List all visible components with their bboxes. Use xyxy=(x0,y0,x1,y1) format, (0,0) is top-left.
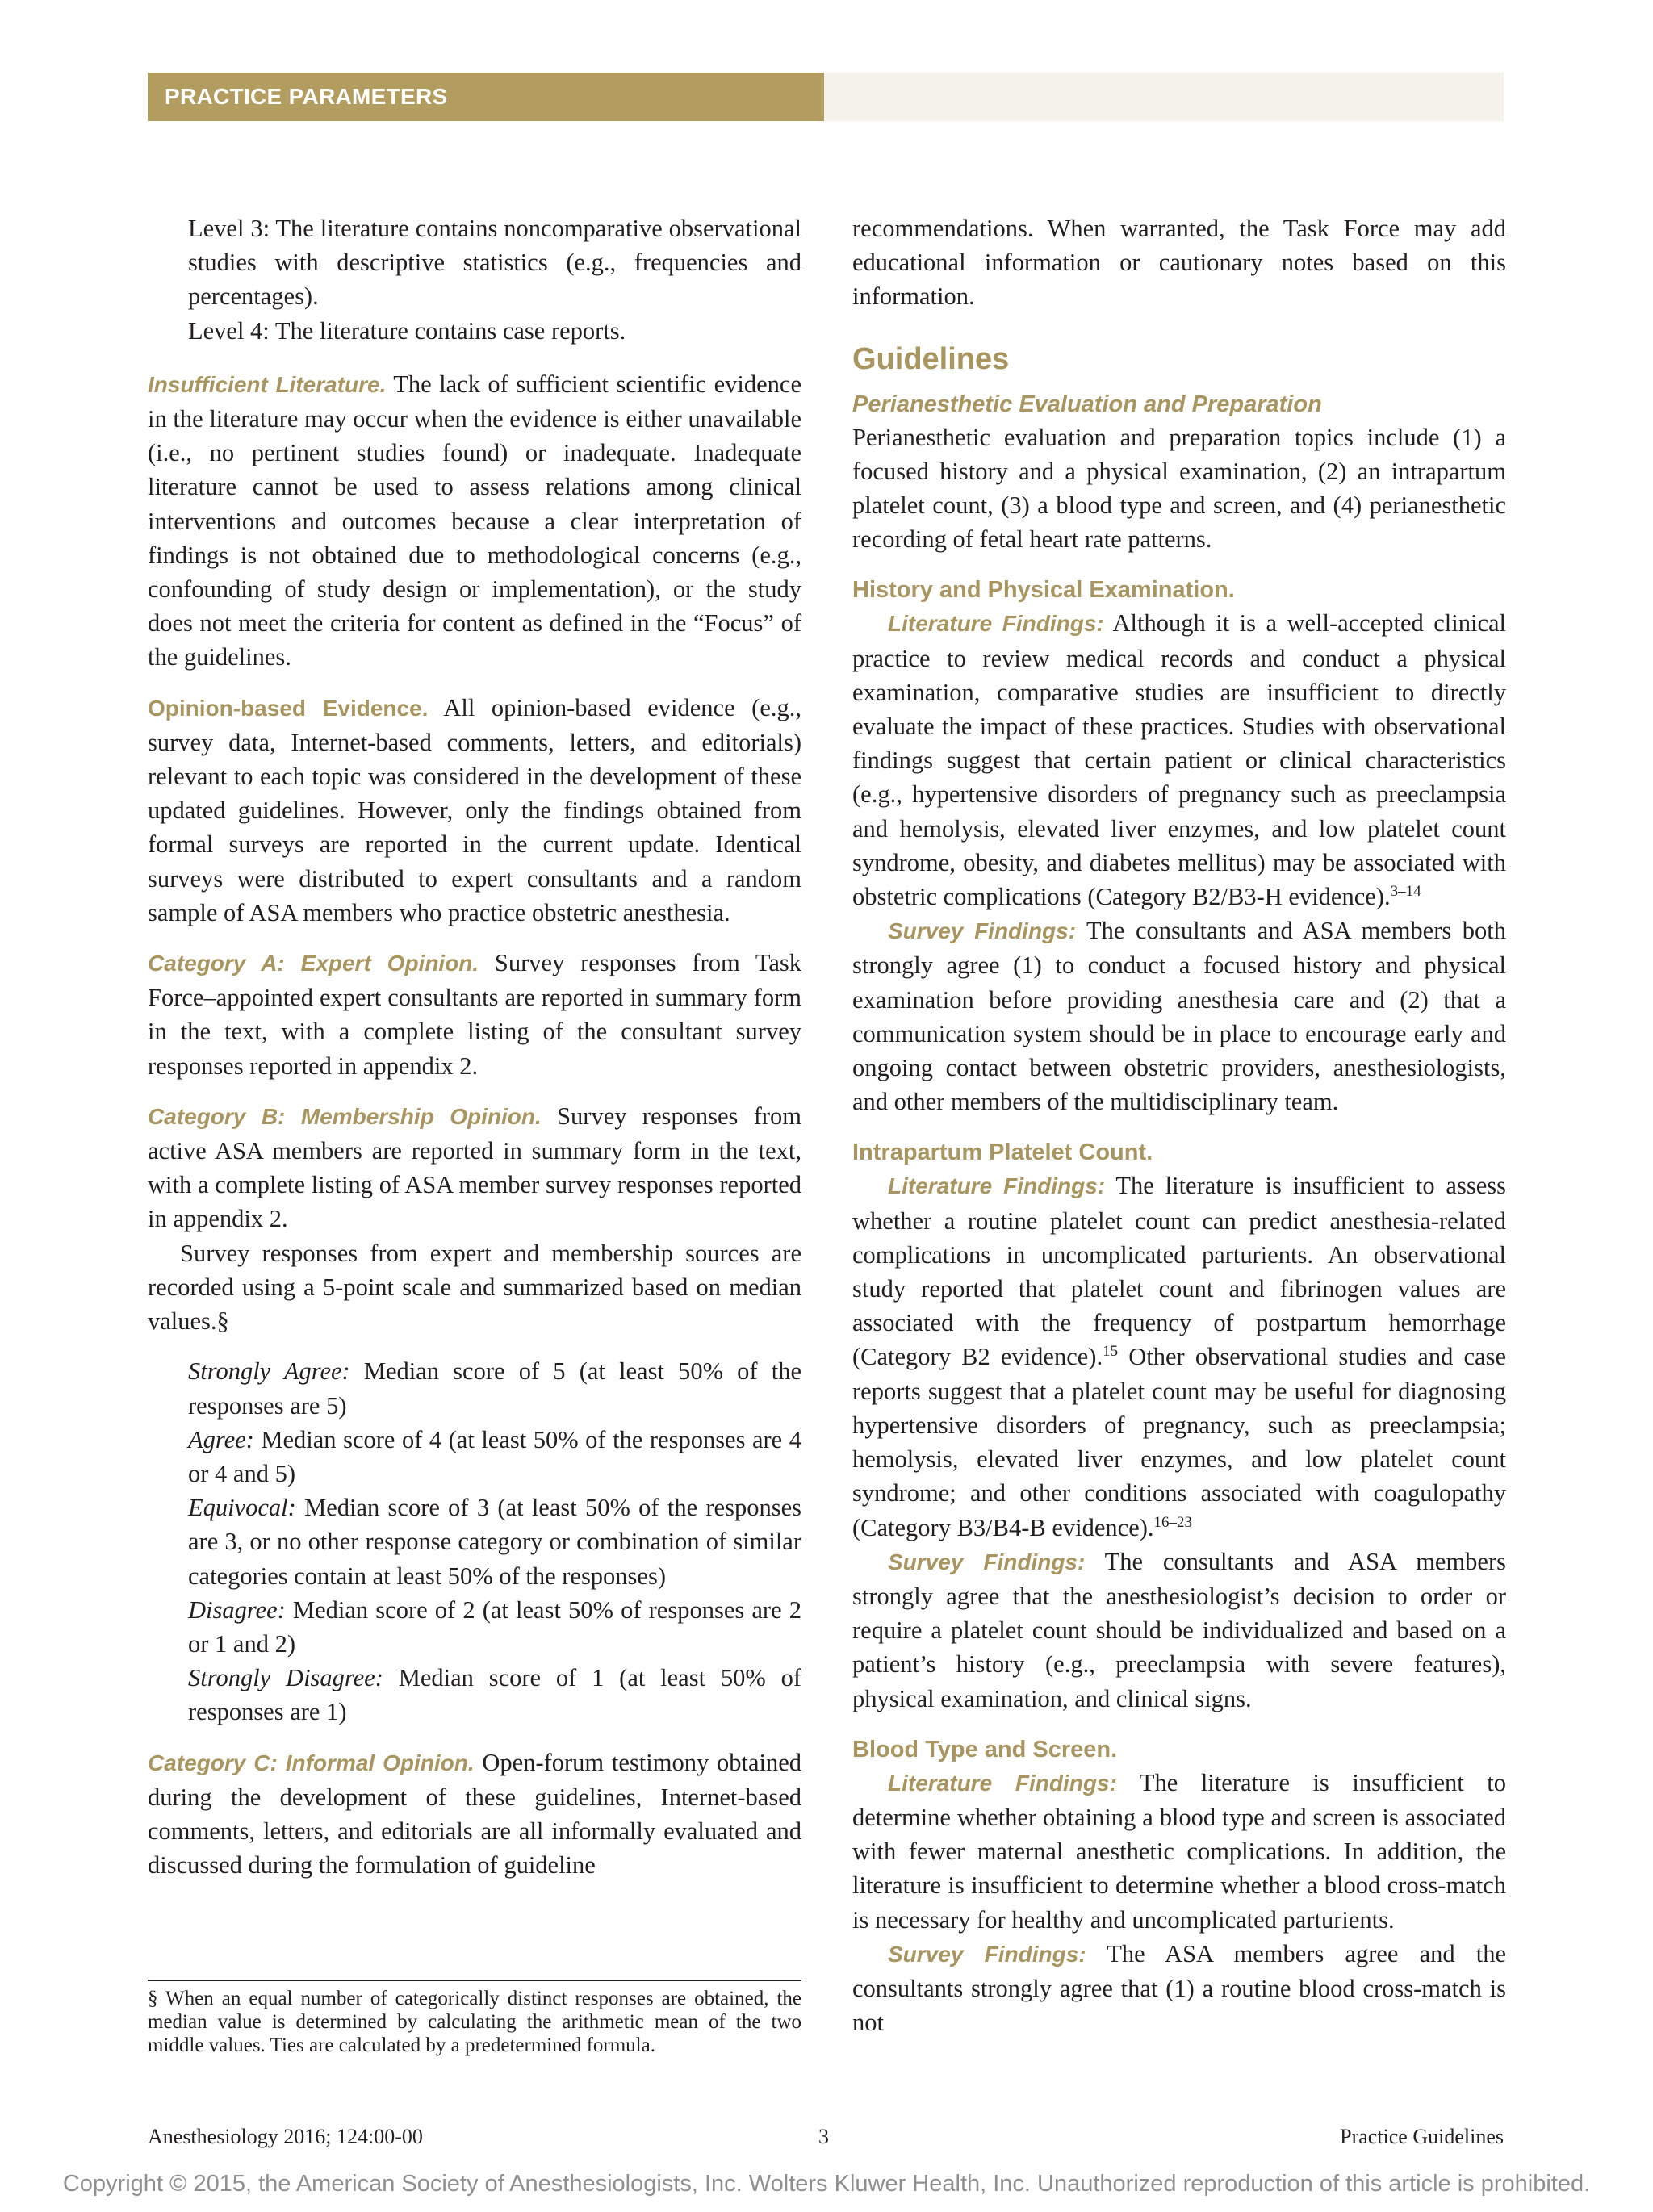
level-4-text: Level 4: The literature contains case reports. xyxy=(188,316,626,345)
category-a-heading: Category A: Expert Opinion. xyxy=(148,951,479,976)
left-column xyxy=(148,211,801,1882)
journal-citation: Anesthesiology 2016; 124:00-00 xyxy=(148,2125,423,2148)
survey-findings-label: Survey Findings: xyxy=(888,1549,1086,1574)
opinion-evidence-text: All opinion-based evidence (e.g., survey data, Internet-based comments, letters, and editorials) relevant to each topic was considered in the development of these updated guidelines. However, only the findings obtained from formal surveys are reported in the current update. Identical surveys were distributed to expert consultants and a random sample of ASA members who practice obstetric anesthesia. xyxy=(148,693,801,926)
opinion-evidence-paragraph xyxy=(148,691,801,930)
platelet-title: Intrapartum Platelet Count. xyxy=(852,1139,1153,1166)
literature-findings-label: Literature Findings: xyxy=(888,1173,1106,1199)
guidelines-title: Guidelines xyxy=(852,341,1010,376)
perianesthetic-text: Perianesthetic evaluation and preparation topics include (1) a focused history and a physical examination, (2) an intrapartum platelet count, (3) a blood type and screen, and (4) perianesthetic recording of fetal heart rate patterns. xyxy=(852,423,1506,554)
survey-scale-paragraph: Survey responses from expert and membership sources are recorded using a 5-point scale and summarized based on median values.§ xyxy=(148,1239,801,1336)
category-c-text: Open-forum testimony obtained during the development of these guidelines, Internet-based comments, letters, and editorials are all informally evaluated and discussed during the formulation of guideline xyxy=(148,1748,801,1880)
history-title: History and Physical Examination. xyxy=(852,577,1235,604)
opinion-evidence-heading: Opinion-based Evidence. xyxy=(148,695,429,721)
scale-item: Agree: Median score of 4 (at least 50% of the responses are 4 or 4 and 5) xyxy=(188,1425,801,1487)
insufficient-literature-paragraph xyxy=(148,367,801,675)
history-literature-paragraph: Literature Findings: Although it is a well-accepted clinical practice to review medical records and conduct a physical examination, comparative studies are insufficient to directly evaluate the impact of these practices. Studies with observational findings suggest that certain patient or clinical characteristics (e.g., hypertensive disorders of pregnancy such as preeclampsia and hemolysis, elevated liver enzymes, and low platelet count syndrome, obesity, and diabetes mellitus) may be associated with obstetric complications (Category B2/B3-H evidence).$^{3-14}$ xyxy=(852,609,1506,911)
blood-literature-paragraph: Literature Findings: The literature is insufficient to determine whether obtaining a blood type and screen is associated with fewer maternal anesthetic complications. In addition, the literature is insufficient to determine whether a blood cross-match is necessary for healthy and uncomplicated parturients. xyxy=(852,1768,1507,1934)
blood-type-title: Blood Type and Screen. xyxy=(852,1736,1118,1762)
right-column xyxy=(852,211,1506,2039)
copyright-notice: Copyright © 2015, the American Society of Anesthesiologists, Inc. Wolters Kluwer Health, Inc. Unauthorized reproduction of this article is prohibited. xyxy=(62,2171,1591,2197)
platelet-survey-paragraph: Survey Findings: The consultants and ASA members strongly agree that the anesthesiologist’s decision to order or require a platelet count should be individualized and based on a patient’s history (e.g., preeclampsia with severe features), physical examination, and clinical signs. xyxy=(852,1547,1506,1712)
category-a-paragraph xyxy=(148,946,801,1083)
footnote-divider xyxy=(148,1980,801,1981)
category-b-text: Survey responses from active ASA members are reported in summary form in the text, with a complete listing of ASA member survey responses reported in appendix 2. xyxy=(148,1102,801,1233)
continuation-text: recommendations. When warranted, the Task Force may add educational information or cautionary notes based on this information. xyxy=(852,215,1506,311)
scale-item: Equivocal: Median score of 3 (at least 50% of the responses are 3, or no other response category or combination of similar categories contain at least 50% of the responses) xyxy=(188,1494,801,1590)
category-c-paragraph xyxy=(148,1746,801,1883)
scale-list xyxy=(148,1354,801,1729)
level-3-text: Level 3: The literature contains noncomparative observational studies with descriptive statistics (e.g., frequencies and percentages). xyxy=(188,215,801,311)
header-tab xyxy=(148,73,824,121)
literature-findings-label: Literature Findings: xyxy=(888,1770,1117,1796)
category-b-heading: Category B: Membership Opinion. xyxy=(148,1103,542,1129)
footnote: § When an equal number of categorically distinct responses are obtained, the median value is determined by calculating the arithmetic mean of the two middle values. Ties are calculated by a predetermined formula. xyxy=(148,1988,801,2056)
platelet-literature-paragraph: Literature Findings: The literature is insufficient to assess whether a routine platelet count can predict anesthesia-related complications in uncomplicated parturients. An observational study reported that platelet count and fibrinogen values are associated with the frequency of postpartum hemorrhage (Category B2 evidence).$^{15}$ Other observational studies and case reports suggest that a platelet count may be useful for diagnosing hypertensive disorders of pregnancy, such as preeclampsia; hemolysis, elevated liver enzymes, and low platelet count syndrome; and other conditions associated with coagulopathy (Category B3/B4-B evidence).$^{16-23}$ xyxy=(852,1172,1506,1541)
running-header xyxy=(148,73,1504,121)
scale-item: Strongly Agree: Median score of 5 (at least 50% of the responses are 5) xyxy=(188,1357,801,1420)
category-b-paragraph xyxy=(148,1099,801,1236)
blood-survey-paragraph: Survey Findings: The ASA members agree and the consultants strongly agree that (1) a routine blood cross-match is not xyxy=(852,1939,1506,2037)
page-number: 3 xyxy=(818,2125,829,2148)
insufficient-literature-heading: Insufficient Literature. xyxy=(148,371,387,397)
scale-item: Disagree: Median score of 2 (at least 50% of responses are 2 or 1 and 2) xyxy=(188,1595,801,1658)
survey-findings-label: Survey Findings: xyxy=(888,1941,1086,1967)
insufficient-literature-text: The lack of sufficient scientific evidence in the literature may occur when the evidence is either unavailable (i.e., no pertinent studies found) or inadequate. Inadequate literature cannot be used to assess relations among clinical interventions and outcomes because a clear interpretation of findings is not obtained due to methodological concerns (e.g., confounding of study design or implementation), or the study does not meet the criteria for content as defined in the “Focus” of the guidelines. xyxy=(148,370,801,671)
header-label: PRACTICE PARAMETERS xyxy=(165,84,448,109)
category-c-heading: Category C: Informal Opinion. xyxy=(148,1750,475,1775)
literature-findings-label: Literature Findings: xyxy=(888,611,1104,637)
perianesthetic-title: Perianesthetic Evaluation and Preparation xyxy=(852,391,1322,417)
section-name: Practice Guidelines xyxy=(1340,2125,1504,2148)
history-survey-paragraph: Survey Findings: The consultants and ASA members both strongly agree (1) to conduct a focused history and physical examination before providing anesthesia care and (2) that a communication system should be in place to encourage early and ongoing contact between obstetric providers, anesthesiologists, and other members of the multidisciplinary team. xyxy=(852,917,1506,1116)
scale-item: Strongly Disagree: Median score of 1 (at least 50% of responses are 1) xyxy=(188,1664,801,1726)
category-a-text: Survey responses from Task Force–appointed expert consultants are reported in summary form in the text, with a complete listing of the consultant survey responses reported in appendix 2. xyxy=(148,949,802,1080)
survey-findings-label: Survey Findings: xyxy=(888,918,1077,944)
